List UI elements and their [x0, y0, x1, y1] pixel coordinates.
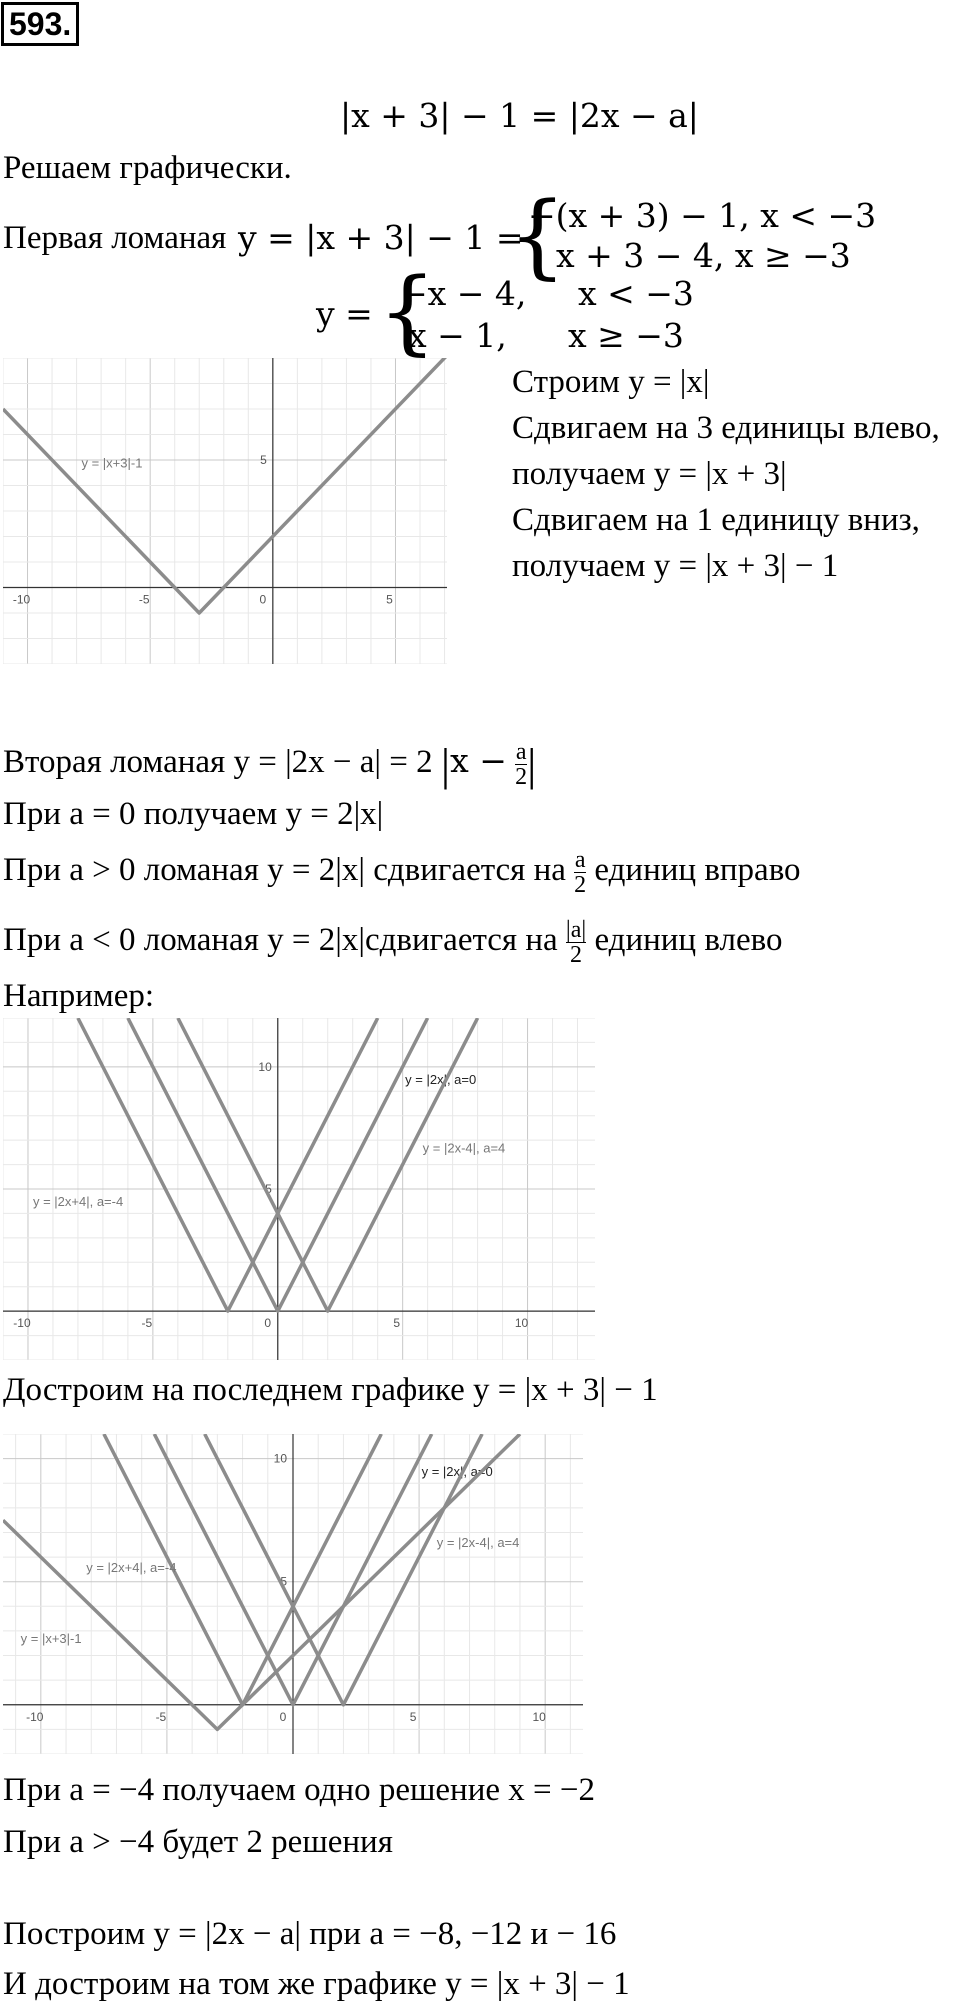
x-tick-label: 5 [409, 1709, 417, 1724]
series-label: y = |2x-4|, a=4 [436, 1535, 520, 1551]
abs-bar-right: | [527, 738, 537, 790]
series-label: y = |2x+4|, a=-4 [32, 1194, 124, 1210]
answer-2: При a > −4 будет 2 решения [3, 1824, 393, 1860]
chart-first-polyline [3, 358, 447, 664]
simp-1-expr: −x − 4, [400, 274, 527, 313]
brace-2: { [378, 258, 437, 365]
next-step-2: И достроим на том же графике y = |x + 3| − 1 [3, 1966, 630, 2002]
second-line-text: Вторая ломаная y = |2x − a| = 2 [3, 744, 433, 781]
brace-1: { [508, 182, 567, 289]
fraction-a-over-2: $\frac{a}{2}$ [574, 847, 587, 898]
case-a-positive: При a > 0 ломаная y = 2|x| сдвигается на $\frac{a}{2}$ единиц вправо [3, 847, 801, 898]
case-1: −(x + 3) − 1, x < −3 [528, 196, 877, 235]
series-label: y = |2x-4|, a=4 [422, 1140, 506, 1156]
case-a-negative: При a < 0 ломаная y = 2|x|сдвигается на $\frac{|a|}{2}$ единиц влево [3, 917, 783, 968]
example-label: Например: [3, 978, 155, 1014]
y-tick-label: 10 [273, 1451, 287, 1466]
answer-1: При a = −4 получаем одно решение x = −2 [3, 1772, 595, 1808]
y-tick-label: 5 [280, 1574, 287, 1589]
x-tick-label: 0 [264, 1316, 272, 1331]
problem-number: 593. [1, 2, 79, 46]
simp-2-cond: x ≥ −3 [568, 316, 684, 355]
x-tick-label: 5 [386, 592, 393, 607]
x-tick-label: 10 [514, 1316, 529, 1331]
x-tick-label: 10 [532, 1709, 546, 1724]
y-tick-label: 5 [265, 1182, 272, 1196]
series-label: y = |2x|, a=0 [421, 1463, 493, 1479]
step-5: получаем y = |x + 3| − 1 [512, 548, 839, 584]
step-2: Сдвигаем на 3 единицы влево, [512, 410, 940, 446]
solve-note: Решаем графически. [3, 150, 292, 186]
next-step-1: Построим y = |2x − a| при a = −8, −12 и − 16 [3, 1916, 617, 1952]
step-1: Строим y = |x| [512, 364, 710, 400]
x-tick-label: -10 [12, 592, 31, 607]
x-tick-label: 0 [259, 592, 267, 607]
x-tick-label: -10 [26, 1709, 44, 1724]
second-line [3, 740, 536, 789]
x-tick-label: -5 [141, 1316, 153, 1331]
fraction-abs-a-over-2: $\frac{|a|}{2}$ [565, 917, 587, 968]
simp-2-expr: x − 1, [408, 316, 507, 355]
x-tick-label: -5 [155, 1709, 167, 1724]
series-label: y = |x+3|-1 [81, 455, 143, 471]
first-line-prefix: Первая ломаная [3, 220, 227, 256]
y-tick-label: 10 [258, 1059, 272, 1074]
abs-bar-left: | [440, 738, 451, 790]
y-tick-label: 5 [260, 453, 267, 467]
series-label: y = |2x+4|, a=-4 [86, 1559, 177, 1575]
step-3: получаем y = |x + 3| [512, 456, 787, 492]
x-tick-label: -10 [13, 1316, 31, 1331]
first-line-formula: y = |x + 3| − 1 = [238, 218, 524, 257]
build-text: Достроим на последнем графике y = |x + 3| − 1 [3, 1372, 658, 1408]
case-a-zero: При a = 0 получаем y = 2|x| [3, 796, 384, 832]
x-tick-label: 5 [393, 1316, 401, 1331]
step-4: Сдвигаем на 1 единицу вниз, [512, 502, 920, 538]
chart-combined [3, 1434, 583, 1754]
series-label: y = |2x|, a=0 [405, 1071, 477, 1087]
simp-1-cond: x < −3 [578, 274, 694, 313]
chart-second-polylines [3, 1018, 595, 1360]
fraction-a-2: $\frac{a}{2}$ [515, 739, 528, 790]
abs-inner: x − [450, 741, 507, 781]
equation: |x + 3| − 1 = |2x − a| [340, 96, 699, 135]
x-tick-label: 0 [279, 1709, 287, 1724]
case-2: x + 3 − 4, x ≥ −3 [556, 236, 851, 275]
series-label: y = |x+3|-1 [20, 1631, 82, 1647]
simplified-y: y = [316, 294, 373, 333]
x-tick-label: -5 [138, 592, 150, 607]
